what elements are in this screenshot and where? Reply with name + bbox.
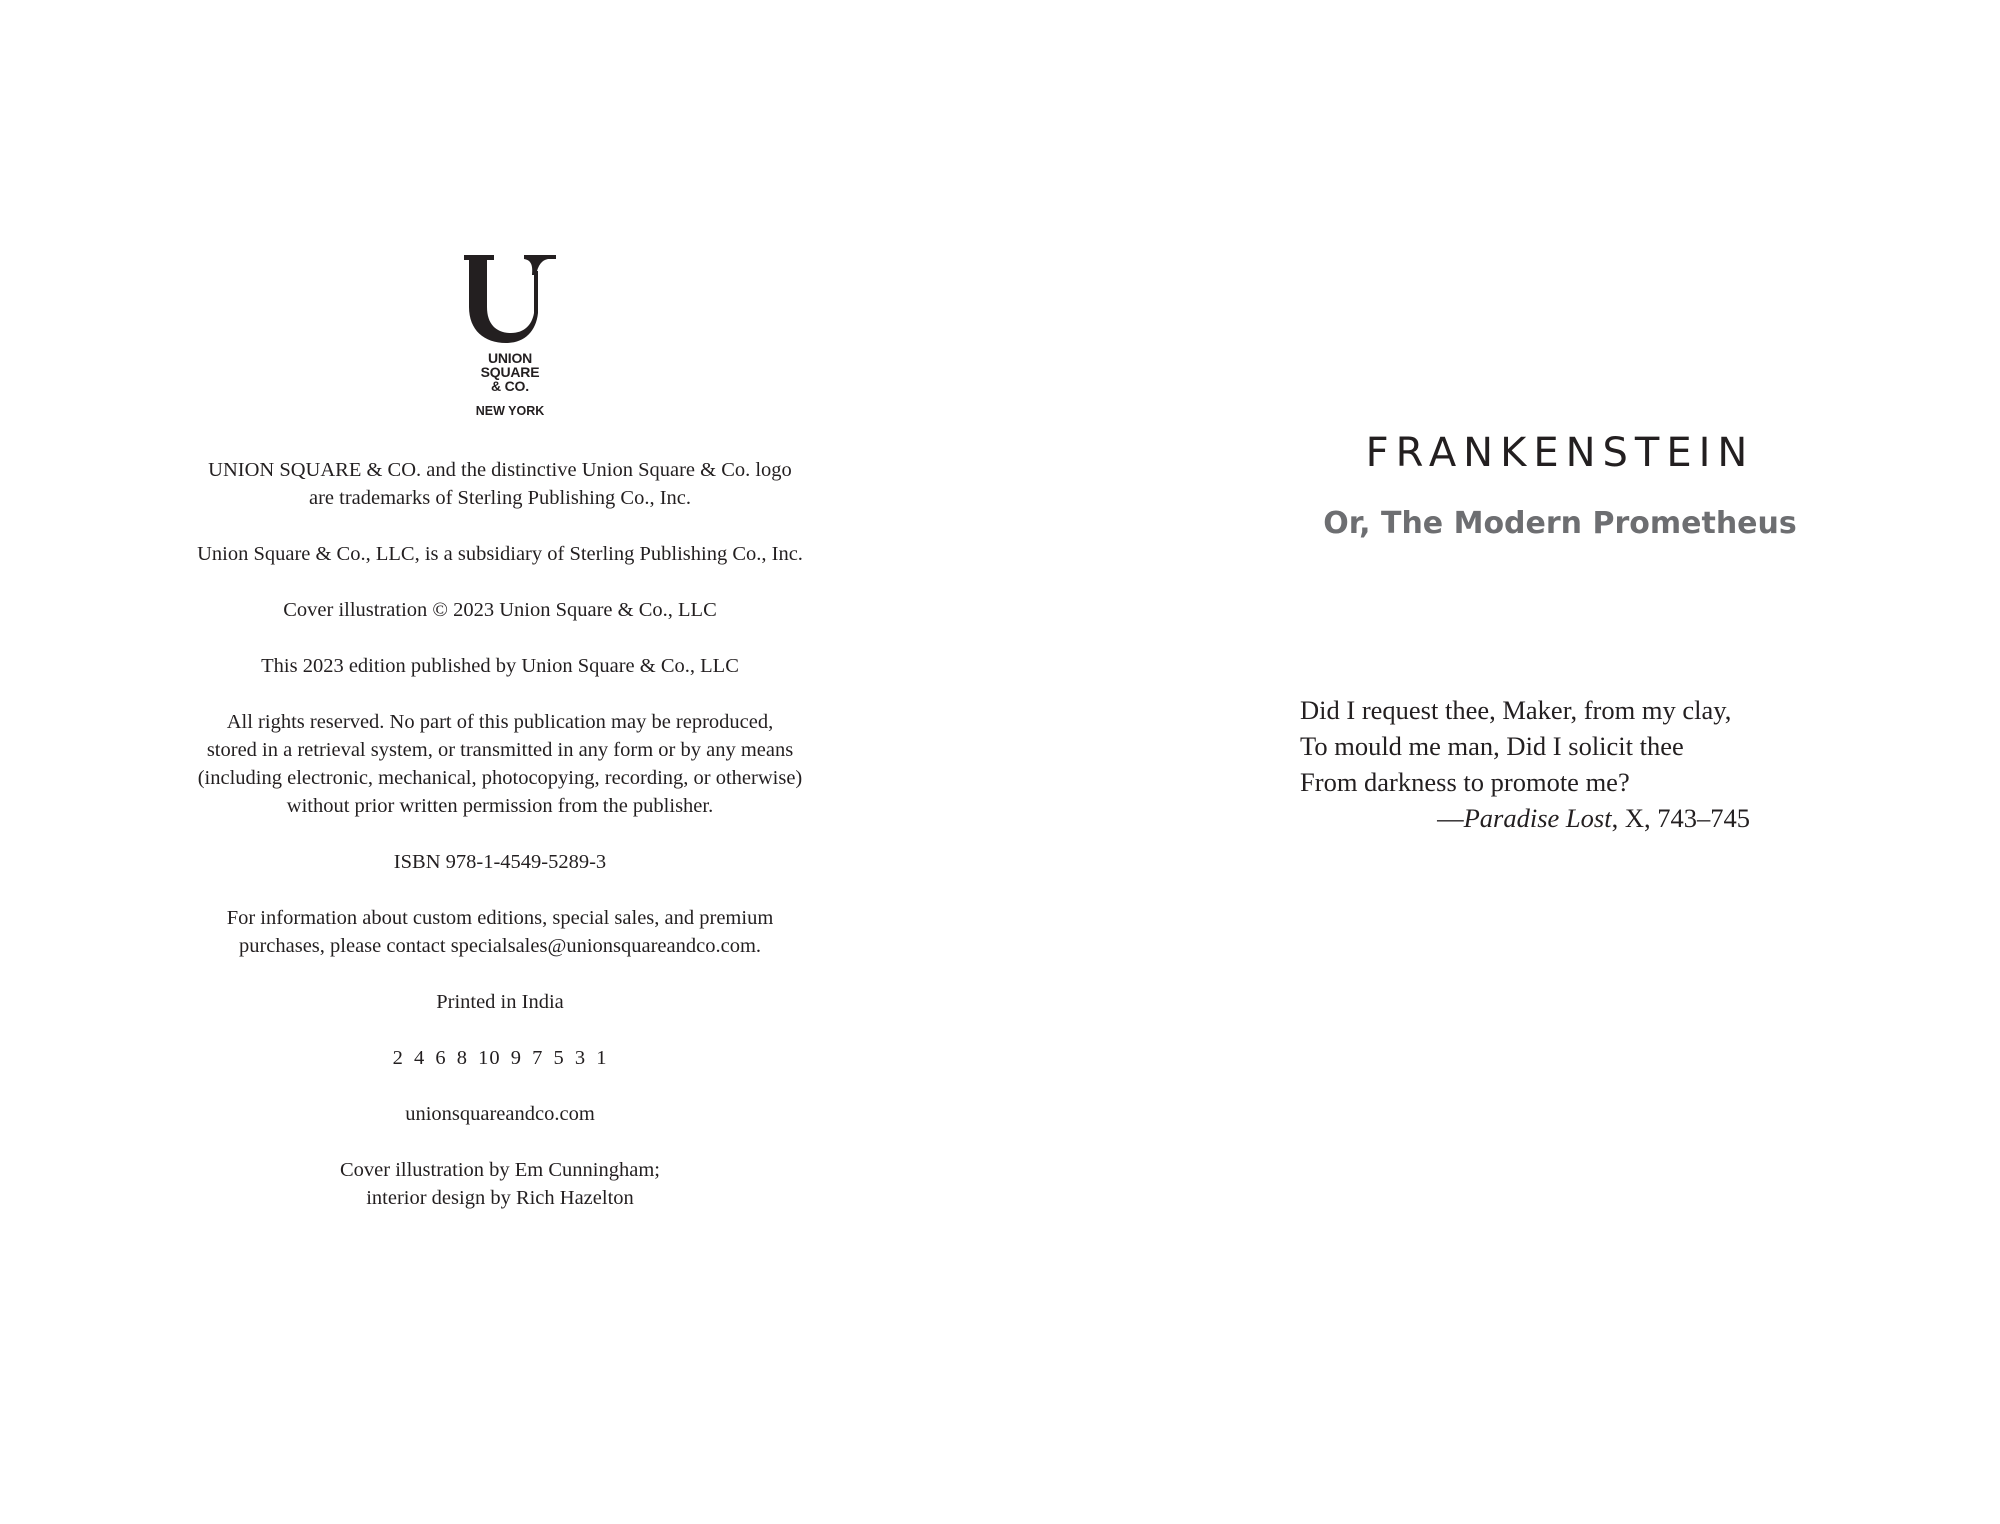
attribution-work: Paradise Lost (1463, 803, 1612, 833)
epigraph-line: To mould me man, Did I solicit thee (1300, 731, 1684, 761)
text-line: purchases, please contact specialsales@unionsquareandco.com. (238, 935, 762, 957)
trademark-notice (150, 456, 850, 512)
attribution-dash: — (1437, 803, 1464, 833)
book-title: FRANKENSTEIN (1365, 430, 1755, 476)
publisher-name-line: & CO. (491, 378, 529, 394)
text-line: For information about custom editions, special sales, and premium (226, 907, 774, 929)
print-line: 2 4 6 8 10 9 7 5 3 1 (392, 1047, 608, 1069)
publisher-name (430, 351, 590, 393)
special-sales-notice (150, 904, 850, 960)
publisher-logo (430, 255, 590, 418)
text-line: without prior written permission from the publisher. (286, 795, 714, 817)
printed-in: Printed in India (436, 991, 564, 1013)
attribution-reference: , X, 743–745 (1611, 803, 1750, 833)
cover-copyright: Cover illustration © 2023 Union Square & Co., LLC (283, 599, 717, 621)
publisher-name-line: SQUARE (480, 364, 540, 380)
text-line: (including electronic, mechanical, photocopying, recording, or otherwise) (197, 767, 803, 789)
epigraph (1300, 692, 1750, 836)
epigraph-line: Did I request thee, Maker, from my clay, (1300, 695, 1732, 725)
text-line: UNION SQUARE & CO. and the distinctive Union Square & Co. logo (208, 459, 792, 481)
website: unionsquareandco.com (405, 1103, 595, 1125)
rights-notice (150, 708, 850, 820)
credits (150, 1156, 850, 1212)
epigraph-attribution (1300, 800, 1750, 836)
epigraph-line: From darkness to promote me? (1300, 767, 1630, 797)
text-line: Cover illustration by Em Cunningham; (339, 1159, 660, 1181)
isbn: ISBN 978-1-4549-5289-3 (393, 851, 607, 873)
publisher-monogram-logo (464, 255, 556, 345)
book-subtitle: Or, The Modern Prometheus (1323, 506, 1797, 541)
text-line: are trademarks of Sterling Publishing Co., Inc. (308, 487, 692, 509)
edition-notice: This 2023 edition published by Union Square & Co., LLC (261, 655, 739, 677)
copyright-text (150, 456, 850, 1240)
title-page (1000, 0, 2000, 1524)
subsidiary-notice: Union Square & Co., LLC, is a subsidiary of Sterling Publishing Co., Inc. (197, 543, 803, 565)
publisher-name-line: UNION (487, 350, 533, 366)
text-line: interior design by Rich Hazelton (366, 1187, 634, 1209)
text-line: All rights reserved. No part of this publication may be reproduced, (226, 711, 774, 733)
text-line: stored in a retrieval system, or transmitted in any form or by any means (206, 739, 794, 761)
publisher-city: NEW YORK (475, 404, 545, 418)
